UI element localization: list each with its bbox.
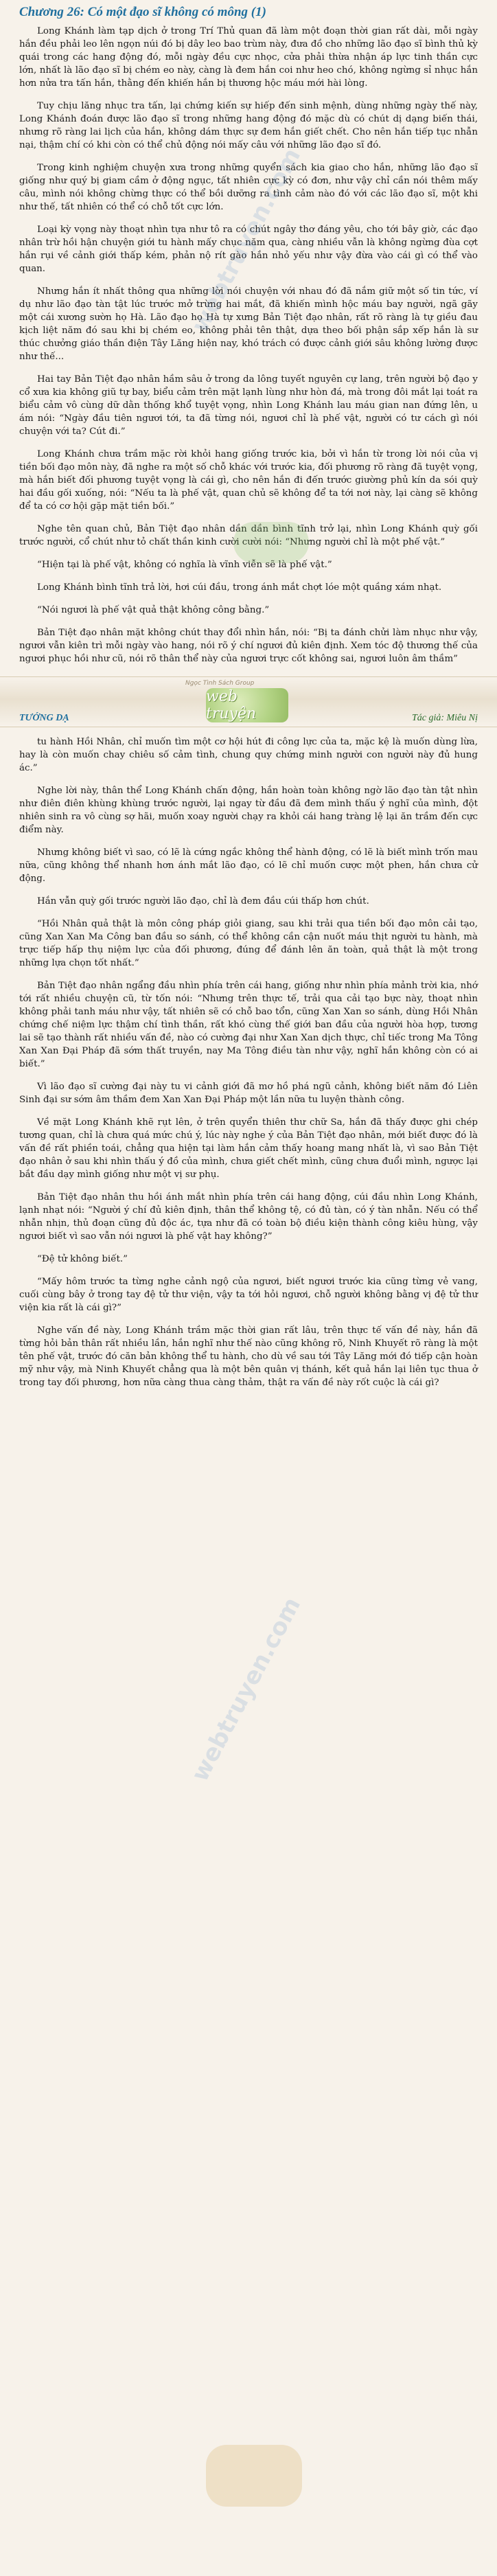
paragraph: Long Khánh bình tĩnh trả lời, hơi cúi đầu, trong ánh mắt chợt lóe một quầng xám nhạt. xyxy=(37,582,442,593)
author-label: Tác giả: Miêu Nị xyxy=(411,713,478,723)
watermark: webtruyen.com xyxy=(186,144,307,337)
watermark: webtruyen.com xyxy=(186,1593,307,1786)
chapter-text-part1 xyxy=(19,25,478,665)
paragraph: “Hồi Nhân quả thật là môn công pháp giỏi giang, sau khi trải qua tiền bối đạo môn cải tạo, cũng Xan Xan Ma Công ban đầu so sánh, có thể không cần cận nuốt máu thịt người tu hành, mà trực tiếp hấp thụ niệm lực của đối phương, đúng để đánh lên ăn toàn, quả thật là một trong những lựa chọn tốt nhất.” xyxy=(19,919,478,968)
paragraph: Hắn vẫn quỳ gối trước người lão đạo, chỉ là đem đầu cúi thấp hơn chút. xyxy=(37,896,369,907)
paragraph: Loại kỳ vọng này thoạt nhìn tựa như tô ra có chút ngây thơ đáng yêu, cho tới bây giờ, các đạo nhân trừ hồi hận chuyện giới tu hành mấy chục năm qua, càng nhiều vẫn là không ngừng đùa cợt hắn rụi về cảnh giới thấp kém, phản nộ rít gào hắn nhỏ yếu như vậy đừa vào cái gì có thể vào quan. xyxy=(19,225,478,274)
chapter-title: Chương 26: Có một đạo sĩ không có mông (1) xyxy=(19,5,266,19)
paragraph: Nghe lời này, thân thể Long Khánh chấn động, hắn hoàn toàn không ngờ lão đạo tàn tật nhìn như điên điên khùng khùng trước người, lại ngay từ đầu đã đem mình thấu ý nghĩ của mình, đột nhiên sinh ra vô cùng sợ hãi, muốn xoay người chạy ra khỏi cái hang tràng lệ lại ăn trầm đến cực điểm này. xyxy=(19,786,478,835)
paragraph: Hai tay Bản Tiệt đạo nhân hầm sâu ở trong da lông tuyết nguyên cự lang, trên người bộ đạo y cổ xưa kia không giũ tự bay, biểu cảm trên mặt lạnh lùng như hòn đá, mà trong đôi mắt lại toát ra biểu cảm vô cùng dữ dằn thống khổ tuyệt vọng, nhìn Long Khánh lau máu gian nan đứng lên, u ám nói: “Ngày đầu tiên ngươi tới, ta đã từng nói, ngươi chỉ là phế vật, người có tư cách gì nói chuyện với ta? Cút đi.” xyxy=(19,374,478,437)
paragraph: “Đệ tử không biết.” xyxy=(37,1254,128,1264)
watermark-blob xyxy=(206,2445,302,2507)
logo-text: web truyện xyxy=(206,688,257,722)
paragraph: Long Khánh làm tạp dịch ở trong Trí Thủ quan đã làm một đoạn thời gian rất dài, mỗi ngày hắn đều phải leo lên ngọn núi đó bị dây leo bao trùm này, đưa đồ cho những lão đạo sĩ bình thủ kỳ quái trong các hang động đó, mỗi ngày đều cực nhọc, cửa phải thừa nhận áp lực tinh thần cực lớn, nhất là lão đạo sĩ bị chém eo này, càng là đem hắn coi như heo chó, không ngừng sỉ nhục hắn hơn nửa tra tấn hắn, thằng đến khiến hắn bị thương hộc máu mới hài lòng. xyxy=(19,26,478,89)
paragraph: Trong kinh nghiệm chuyện xưa trong những quyển sách kia giao cho hắn, những lão đạo sĩ giống như quý bị giam cầm ở động ngục, tất nhiên cực kỳ có đơn, như vậy chỉ cần nói thêm mấy câu, mình nói không chừng thực có thể bồi dưỡng ra tình cảm nào đó với các lão đạo sĩ, một khi như thế, tất nhiên có thể có chỗ tốt cực lớn. xyxy=(19,163,478,212)
paragraph: Long Khánh chưa trầm mặc rời khỏi hang giống trước kia, bởi vì hắn từ trong lời nói của vị tiền bối đạo môn này, đã nghe ra một số chỗ khác với trước kia, đối phương rõ ràng đã tuyệt vọng, mà hắn biết đối phương tuyệt vọng là cái gì, cho nên hắn đi đến trước giường phủ kín da sói quỳ hai đầu gối xuống, nói: “Nếu ta là phế vật, quan chủ sẽ không để ta tới nơi này, lại càng sẽ không để ta có cơ hội gặp mặt tiền bối.” xyxy=(19,449,478,512)
group-label: Ngọc Tình Sách Group xyxy=(185,680,255,687)
paragraph: Vì lão đạo sĩ cường đại này tu vi cảnh giới đã mơ hồ phá ngũ cảnh, không biết năm đó Liên Sinh đại sư sớm âm thầm đem Xan Xan Đại Pháp một lần nữa tu luyện thành công. xyxy=(19,1082,478,1105)
paragraph: Nghe vấn đề này, Long Khánh trầm mặc thời gian rất lâu, trên thực tế vấn đề này, hắn đã từng hỏi bản thân rất nhiều lần, hắn nghĩ như thế nào cũng không rõ, Ninh Khuyết rõ ràng là một tên phế vật, trước đó căn bản không thể tu hành, cho dù về sau tới Tây Lăng mới đó tiếp cận hoàn mỹ như vậy, mà Ninh Khuyết chẳng qua là một bên quân vị thánh, kết quả hắn lại liên tục thua ở trong tay đối phương, hơn nữa càng thua càng thảm, thật ra vấn đề này rốt cuộc là cái gì? xyxy=(19,1325,478,1388)
book-meta-row xyxy=(19,713,478,724)
paragraph: “Hiện tại là phế vật, không có nghĩa là vĩnh viễn sẽ là phế vật.” xyxy=(37,560,332,570)
paragraph: Bản Tiệt đạo nhân thu hồi ánh mắt nhìn phía trên cái hang động, cúi đầu nhìn Long Khánh, lạnh nhạt nói: “Người ý chí đủ kiên định, thân thể không tệ, có đủ tàn, có ý tàn nhẫn. Nếu có thể nhẫn nhịn, thủ đoạn cũng đủ độc ác, tựa như đã có toàn bộ điều kiện thành công kiêu hùng, vậy ngươi biết vì sao vẫn nói ngươi là phế vật hay không?” xyxy=(19,1192,478,1242)
paragraph: Tuy chịu lăng nhục tra tấn, lại chứng kiến sự hiếp đến sinh mệnh, dùng những ngày thế này, Long Khánh đoán được lão đạo sĩ trong những hang động đó mặc dù có chút dị dạng biến thái, nhưng rõ ràng lai lịch của hắn, không dám thực sự đem hắn giết chết. Cho nên hắn tiếp tục nhẫn nại, thậm chí có khi còn có thể chủ động nói mấy câu với những lão đạo sĩ đó. xyxy=(19,101,478,150)
paragraph: Nhưng hắn ít nhất thông qua những lời nói chuyện với nhau đó đã nắm giữ một số tin tức, ví dụ như lão đạo tàn tật lúc trước mở trừng hai mắt, đã khiến mình hộc máu bay người, ngã gãy một cái xương sườn họ Hà. Lão đạo họ Hà tự xưng Bản Tiệt đạo nhân, rất rõ ràng là tự giều đau kịch liệt năm đó sau khi bị chém eo, không phải tên thật, dựa theo bối phận sắp xếp hắn là sư thúc chưởng giáo thần điện Tây Lăng hiện nay, khó trách có được cảnh giới sâu không lường được như thế... xyxy=(19,286,478,362)
paragraph: Bản Tiệt đạo nhân mặt không chút thay đổi nhìn hắn, nói: “Bị ta đánh chửi làm nhục như vậy, ngươi vẫn kiên trì mỗi ngày vào hang, nói rõ ý chí ngươi đủ kiên định. Xem tóc độ thương thế của ngươi phục hồi như cũ, nói rõ thân thể này của ngươi trực cốt không sai, ngươi luôn âm thầm” xyxy=(19,628,478,664)
paragraph: Về mặt Long Khánh khẽ rụt lên, ở trên quyển thiên thư chữ Sa, hắn đã thấy được ghi chép tương quan, chỉ là chưa quá mức chú ý, lúc này nghe ý của Bản Tiệt đạo nhân, mới biết được đó là vấn đề rất phiền toái, chẳng qua hiện tại làm hắn cảm thấy hoang mang nhất là, vì sao Bản Tiệt đạo nhân ở sau khi nhìn thấu ý đồ của mình, chưa giết chết mình, cũng chưa đuổi mình, ngược lại bắt đầu dạy mình giống như một vị sư phụ. xyxy=(19,1117,478,1180)
paragraph: Bản Tiệt đạo nhân ngẩng đầu nhìn phía trên cái hang, giống như nhìn phía mảnh trời kia, nhớ tới rất nhiều chuyện cũ, từ tốn nói: “Nhưng trên thực tế, trải qua cải tạo bực này, thoạt nhìn không phải tanh máu như vậy, tất nhiên sẽ có chỗ bao tổn, cũng Xan Xan so sánh, dùng Hồi Nhân chứng chế niệm lực thậm chí tình thần, rất khó cùng thế giới ban đầu của người hòa hợp, tương lai sẽ tạo thành rất nhiều vấn đề, nào có cường đại như Xan Xan dịch thực, chỉ tiếc trong Ma Tông Xan Xan Đại Pháp đã sớm thất truyền, nay Ma Tông điều tàn như vậy, nghĩ hắn không còn có ai biết.” xyxy=(19,981,478,1069)
part-break-banner xyxy=(0,676,497,727)
chapter-text-part2 xyxy=(19,736,478,1389)
paragraph: Nhưng không biết vì sao, có lẽ là cứng ngắc không thể hành động, có lẽ là biết mình trốn mau nữa, cũng không thể nhanh hơn ánh mắt lão đạo, có lẽ chỉ muốn cược một phen, hắn chưa cử động. xyxy=(19,847,478,884)
paragraph: tu hành Hồi Nhân, chỉ muốn tìm một cơ hội hút đi công lực của ta, mặc kệ là muốn dùng lừa, hay là còn muốn chay chiêu số cảm tình, chung quy chứng minh người con người này đủ hung ác.” xyxy=(19,737,478,773)
book-title: TƯỚNG DẠ xyxy=(19,713,69,723)
paragraph: “Nói ngươi là phế vật quả thật không công bằng.” xyxy=(37,605,270,615)
paragraph: Nghe tên quan chủ, Bản Tiệt đạo nhân dần dần bình tĩnh trở lại, nhìn Long Khánh quỳ gối trước người, cổ chút như tỏ chất thần kinh cười cười nói: “Nhưng người chỉ là một phế vật.” xyxy=(19,524,478,547)
paragraph: “Mấy hôm trước ta từng nghe cảnh ngộ của ngươi, biết ngươi trước kia cũng từng vẻ vang, cuối cùng bây ở trong tay đệ tử thư viện, vậy ta tới hỏi ngươi, chỗ người không bằng vị đệ tử thư viện kia rất là cái gì?” xyxy=(19,1277,478,1313)
